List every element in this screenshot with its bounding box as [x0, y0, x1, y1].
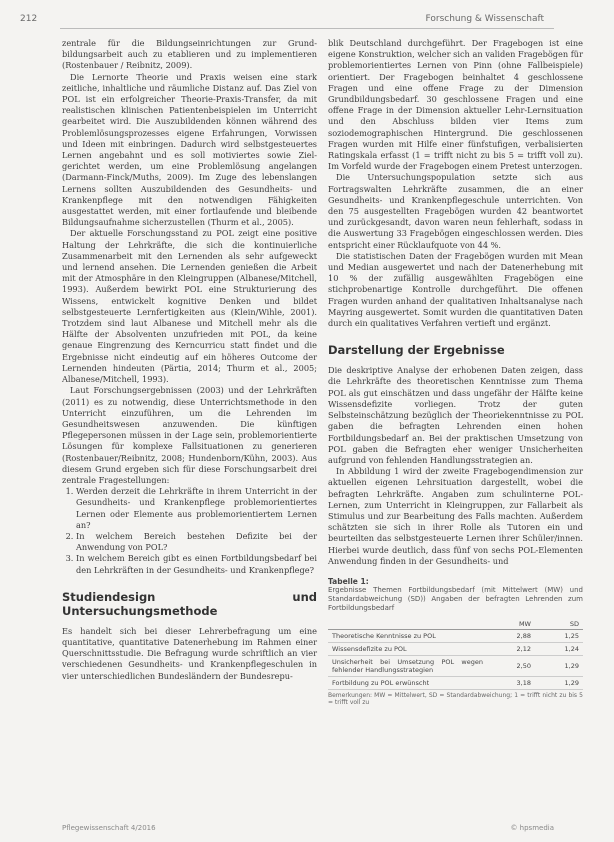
table-cell: 1,25: [535, 629, 583, 642]
right-column: [328, 38, 583, 706]
table-cell: Unsicherheit bei Umsetzung POL wegen fehlender Handlungsstrategien: [328, 655, 487, 676]
paragraph: Die deskriptive Analyse der erhobenen Daten zeigen, dass die Lehrkräfte des theoretischen Kenntnisse zum Thema POL als gut einschätzen und dass ungefähr der Hälfte keine Wissensdefizite vorliegen. Trotz der guten Selbsteinschätzung bezüglich der Theoriekenntnisse zu POL gaben die befragten Lehrenden einen hohen Fortbildungsbedarf an. Bei der praktischen Umsetzung von POL gaben die Befragten eher weniger Unsicherheiten aufgrund von fehlenden Handlungsstrategien an.: [328, 365, 583, 465]
table-header-row: [328, 619, 583, 630]
paragraph: zentrale für die Bildungseinrichtungen zur Grund- bildungsarbeit auch zu etablieren und zu implementieren (Rostenbauer / Reibnitz, 2009).: [62, 38, 317, 71]
page-number: 212: [20, 14, 38, 24]
running-header: Forschung & Wissenschaft: [425, 14, 544, 24]
list-item: 2. In welchem Bereich bestehen Defizite bei der Anwendung von POL?: [76, 531, 317, 553]
table-cell: 2,12: [487, 642, 535, 655]
table-row: [328, 629, 583, 642]
paragraph: blik Deutschland durchgeführt. Der Fragebogen ist eine eigene Konstruktion, welcher sich an validen Fragebögen für problemorientiertes Lernen von Pinn (ohne Fallbeispiele) orientiert. Der Fragebogen beinhaltet 4 geschlossene Fragen und eine offene Frage zu der Dimension Grundbildungsbedarf. 30 geschlossene Fragen und eine offene Frage in der Dimension aktueller Lehr-Lernsituation und den Abschluss bilden vier Items zum soziodemographischen Hintergrund. Die geschlossenen Fragen wurden mit Hilfe einer fünfstufigen, verbalisierten Ratingskala erfasst (1 = trifft nicht zu bis 5 = trifft voll zu). Im Vorfeld wurde der Fragebogen einem Pretest unterzogen.: [328, 38, 583, 172]
list-item: 3. In welchem Bereich gibt es einen Fortbildungsbedarf bei den Lehrkräften in der Gesundheits- und Krankenpflege?: [76, 553, 317, 575]
table-header-cell: SD: [535, 619, 583, 630]
table-cell: Wissensdefizite zu POL: [328, 642, 487, 655]
paragraph: Der aktuelle Forschungsstand zu POL zeigt eine positive Haltung der Lehrkräfte, die sich die kontinuierliche Zusammenarbeit mit den Lernenden als sehr aufgeweckt und lernend ansehen. Die Lernenden genießen die Arbeit mit der Atmosphäre in den Kleingruppen (Albanese/Mitchell, 1993). Außerdem bewirkt POL eine Strukturierung des Wissens, entwickelt kognitive Denken und bildet selbstgesteuerte Lernfertigkeiten aus (Klein/Wihle, 2001). Trotzdem sind laut Albanese und Mitchell mehr als die Hälfte der Absolventen unzufrieden mit POL, da keine genaue Eingrenzung des Kerncurricu statt findet und die Ergebnisse nicht eindeutig auf ein höheres Outcome der Lernenden hindeuten (Pärtia, 2014; Thurm et al., 2005; Albanese/Mitchell, 1993).: [62, 228, 317, 385]
table-row: [328, 655, 583, 676]
footer-publisher: © hpsmedia: [510, 824, 554, 832]
table-cell: 1,24: [535, 642, 583, 655]
table-cell: 2,50: [487, 655, 535, 676]
table-cell: 2,88: [487, 629, 535, 642]
table-cell: Fortbildung zu POL erwünscht: [328, 676, 487, 689]
table-cell: 1,29: [535, 676, 583, 689]
section-heading: Darstellung der Ergebnisse: [328, 343, 505, 358]
table-header-cell: MW: [487, 619, 535, 630]
table-cell: 3,18: [487, 676, 535, 689]
section-heading: Studiendesign und Untersuchungsmethode: [62, 589, 317, 618]
paragraph: Die Lernorte Theorie und Praxis weisen eine stark zeitliche, inhaltliche und räumliche Distanz auf. Das Ziel von POL ist ein erfolgreicher Theorie-Praxis-Transfer, da mit realistischen klinischen Patientenbeispielen im Unterricht gearbeitet wird. Die Auszubildenden können während des Problemlösungsprozesses eigene Erfahrungen, Vorwissen und Ideen mit einbringen. Dadurch wird selbstgesteuertes Lernen angebahnt und es soll motiviertes sowie Zielgerichtet werden, um eine Problemlösung angelangen (Darmann-Finck/Muths, 2009). Im Zuge des lebenslangen Lernens sollten Auszubildenden des Gesundheits- und Krankenpflege mit den notwendigen Fähigkeiten ausgestattet werden, mit einer fortlaufende und bleibende Bildungsaufnahme sicherzustellen (Thurm et al., 2005).: [62, 71, 317, 228]
header-rule: [60, 28, 554, 29]
paragraph: Laut Forschungsergebnissen (2003) und der Lehrkräften (2011) es zu notwendig, diese Unterrichtsmethode in den Unterricht einzuführen, um die Lehrenden im Gesundheitswesen anzuwenden. Die künftigen Pflegepersonen müssen in der Lage sein, problemorientierte Lösungen für komplexe Fallsituationen zu generieren (Rostenbauer/Reibnitz, 2008; Hundenborn/Kühn, 2003). Aus diesem Grund ergeben sich für diese Forschungsarbeit drei zentrale Fragestellungen:: [62, 385, 317, 485]
footer-journal: Pflegewissenschaft 4/2016: [62, 824, 156, 832]
table-note: Bemerkungen: MW = Mittelwert, SD = Standardabweichung; 1 = trifft nicht zu bis 5 = trifft voll zu: [328, 691, 583, 706]
table-title: Tabelle 1:: [328, 576, 369, 586]
results-table: [328, 619, 583, 690]
paragraph: Es handelt sich bei dieser Lehrerbefragung um eine quantitative, quantitative Datenerhebung im Rahmen einer Querschnittsstudie. Die Befragung wurde schriftlich an vier verschiedenen Gesundheits- und Krankenpflegeschulen in vier unterschiedlichen Bundesländern der Bundesrepu-: [62, 625, 317, 681]
table-header-cell: [328, 619, 487, 630]
left-column: [62, 38, 317, 682]
research-questions-list: [62, 486, 317, 576]
table-cell: 1,29: [535, 655, 583, 676]
table-row: [328, 642, 583, 655]
paragraph: Die Untersuchungspopulation setzte sich aus Fortragswalten Lehrkräfte zusammen, die an einer Gesundheits- und Krankenpflegeschule unterrichten. Von den 75 ausgestellten Fragebögen wurden 42 beantwortet und zurückgesandt, davon waren neun fehlerhaft, sodass in die Auswertung 33 Fragebögen eingeschlossen werden. Dies entspricht einer Rücklaufquote von 44 %.: [328, 172, 583, 250]
table-cell: Theoretische Kenntnisse zu POL: [328, 629, 487, 642]
paragraph: Die statistischen Daten der Fragebögen wurden mit Mean und Median ausgewertet und nach der Datenerhebung mit 10 % der zufällig ausgewählten Fragebögen eine stichprobenartige Kontrolle durchgeführt. Die offenen Fragen wurden anhand der qualitativen Inhaltsanalyse nach Mayring ausgewertet. Somit wurden die quantitativen Daten durch ein qualitatives Verfahren vertieft und ergänzt.: [328, 250, 583, 329]
table-caption: Ergebnisse Themen Fortbildungsbedarf (mit Mittelwert (MW) und Standardabweichung (SD)) Angaben der befragten Lehrenden zum Fortbildungsbedarf: [328, 585, 583, 612]
table-row: [328, 676, 583, 689]
paragraph: In Abbildung 1 wird der zweite Fragebogendimension zur aktuellen eigenen Lehrsituation dargestellt, wobei die befragten Lehrkräfte. Angaben zum schulinterne POL-Lernen, zum Unterricht in Kleingruppen, zur Fallarbeit als Stimulus und zur Bearbeitung des Falls machten. Außerdem schätzten sie sich in ihrer Rolle als Tutoren ein und beurteilten das selbstgesteuerte Lernen ihrer Schüler/innen. Hierbei wurde deutlich, dass fünf von sechs POL-Elementen Anwendung finden in der Gesundheits- und: [328, 466, 583, 566]
list-item: 1. Werden derzeit die Lehrkräfte in ihrem Unterricht in der Gesundheits- und Krankenpflege problemorientiertes Lernen oder Elemente aus problemorientiertem Lernen an?: [76, 486, 317, 531]
